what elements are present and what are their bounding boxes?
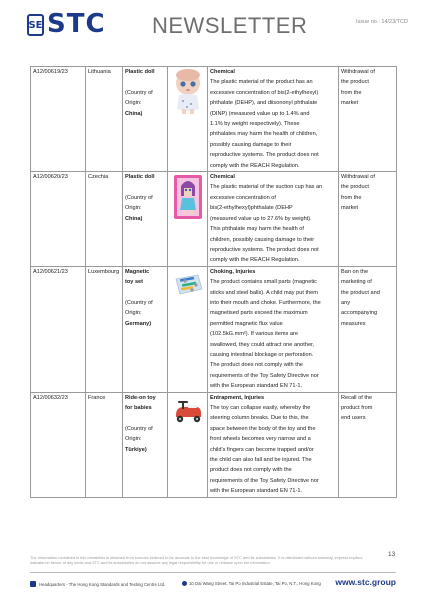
description-line: steering column breaks. Due to this, the [210, 415, 309, 422]
stc-logo-icon: SE [27, 14, 44, 36]
description-line: (measured value up to 27.6% by weight). [210, 215, 312, 222]
measure-cell [339, 67, 397, 172]
description-line: reproductive systems. The product does not [210, 246, 319, 253]
origin-label: Origin: [125, 100, 142, 107]
description-line: causing intestinal blockage or perforation. [210, 351, 314, 358]
description-line: The plastic material of the product has an [210, 79, 313, 86]
origin-label: Origin: [125, 310, 142, 317]
description-line: with the European standard EN 71-1. [210, 383, 303, 390]
description-line: (DINP) (measured value up to 1.4% and [210, 110, 310, 117]
magnetic-toy-photo [170, 269, 206, 299]
measure-cell [339, 172, 397, 267]
measure-line: accompanying [341, 310, 378, 317]
country-cell: Czechia [86, 172, 123, 267]
ref-cell: A12/00620/23 [31, 172, 86, 267]
website-link[interactable]: www.stc.group [335, 577, 396, 587]
measure-line: the product [341, 184, 369, 191]
origin-label: (Country of [125, 194, 153, 201]
page-header [0, 0, 425, 62]
hazard-type: Choking, Injuries [210, 268, 256, 275]
description-line: (102.5kG.mm²). If various items are [210, 331, 298, 338]
origin-label: (Country of [125, 89, 153, 96]
hazard-type: Chemical [210, 69, 235, 75]
measure-line: market [341, 205, 359, 212]
product-name: Magnetic [125, 268, 150, 275]
doll-photo [170, 69, 206, 115]
origin-value: Türkiye) [125, 446, 147, 453]
newsletter-title: NEWSLETTER [152, 13, 308, 38]
ref-cell: A12/00621/23 [31, 266, 86, 392]
photo-cell [168, 266, 208, 392]
description-line: product does not comply with the [210, 467, 292, 474]
address-text: 10 Dai Wang Street, Tai Po Industrial Estate, Tai Po, N.T., Hong Kong [189, 581, 321, 586]
ride-on-toy-photo [170, 395, 206, 425]
table-row [31, 67, 397, 172]
photo-cell [168, 67, 208, 172]
measure-line: marketing of [341, 279, 372, 286]
measure-line: product from [341, 405, 373, 411]
description-line: space between the body of the toy and the [210, 425, 316, 432]
description-line: with the European standard EN 71-1. [210, 488, 303, 495]
description-line: excessive concentration of bis(2-ethylhexyl) [210, 89, 319, 96]
page-footer [30, 577, 396, 592]
description-line: comply with the REACH Regulation. [210, 162, 300, 169]
description-line: front wheels becomes very narrow and a [210, 436, 311, 443]
description-line: requirements of the Toy Safety Directive nor [210, 372, 319, 379]
issue-number: Issue no.: 14/23/TCD [356, 19, 408, 25]
hazard-type: Entrapment, Injuries [210, 394, 265, 401]
table-row [31, 392, 397, 497]
photo-cell [168, 392, 208, 497]
measure-line: any [341, 299, 351, 306]
measure-line: Withdrawal of [341, 69, 375, 75]
country-cell: France [86, 392, 123, 497]
origin-label: (Country of [125, 299, 153, 306]
description-line: The toy can collapse easily, whereby the [210, 405, 311, 411]
description-line: excessive concentration of [210, 194, 276, 201]
ref-cell: A12/00632/23 [31, 392, 86, 497]
headquarters-text: Headquarters - The Hong Kong Standards and Testing Centre Ltd. [39, 581, 166, 587]
photo-cell [168, 172, 208, 267]
stc-logo-text: STC [47, 9, 106, 39]
origin-value: China) [125, 215, 143, 222]
product-cell [123, 172, 168, 267]
page-number: 13 [388, 551, 396, 558]
footer-divider [30, 572, 396, 573]
country-cell: Lithuania [86, 67, 123, 172]
product-cell [123, 266, 168, 392]
description-line: magnetised parts exceed the maximum [210, 310, 308, 317]
measure-line: end users [341, 415, 366, 422]
measure-line: Withdrawal of [341, 174, 375, 181]
description-line: The plastic material of the suction cup has an [210, 184, 323, 191]
headquarters [30, 581, 165, 587]
description-line: This phthalate may harm the health of [210, 226, 304, 233]
doll-box-photo [170, 174, 206, 220]
description-line: the child can also fall and be injured. The [210, 457, 312, 464]
alert-table [30, 66, 397, 498]
description-cell [208, 392, 339, 497]
measure-line: from the [341, 194, 362, 201]
product-name: Plastic doll [125, 69, 155, 75]
description-line: 1.1% by weight respectively). These [210, 121, 300, 128]
description-line: sticks and steel balls). A child may put them [210, 289, 318, 296]
origin-value: China) [125, 110, 143, 117]
table-row [31, 266, 397, 392]
description-line: swallowed, they could attract one another, [210, 341, 315, 348]
description-line: phthalate (DEHP), and diisononyl phthalate [210, 100, 318, 107]
measure-line: the product [341, 79, 369, 86]
ref-cell: A12/00619/23 [31, 67, 86, 172]
origin-label: (Country of [125, 425, 153, 432]
product-name: for babies [125, 405, 152, 411]
description-line: reproductive systems. The product does not [210, 152, 319, 159]
description-line: The product does not comply with the [210, 362, 303, 369]
description-cell [208, 172, 339, 267]
origin-label: Origin: [125, 205, 142, 212]
description-cell [208, 67, 339, 172]
product-cell [123, 392, 168, 497]
building-icon [30, 581, 36, 587]
measure-line: from the [341, 89, 362, 96]
description-cell [208, 266, 339, 392]
origin-label: Origin: [125, 436, 142, 443]
description-line: into their mouth and choke. Furthermore, the [210, 299, 321, 306]
measure-line: measures [341, 320, 366, 327]
description-line: permitted magnetic flux value [210, 320, 283, 327]
measure-line: market [341, 100, 359, 107]
description-line: The product contains small parts (magnetic [210, 279, 317, 286]
product-name: toy set [125, 279, 144, 286]
disclaimer-text: The information contained in this newsletter is obtained from sources believed to be accurate to the best knowledge of STC and its subsidiaries. It is distributed without warranty, express implied, indicated in favour of any kinds and STC and its subsidiaries do not assume any legal responsibility for use or reliance upon the information. [30, 555, 363, 566]
description-line: comply with the REACH Regulation. [210, 257, 300, 264]
measure-line: Ban on the [341, 268, 369, 275]
measure-cell [339, 266, 397, 392]
measure-cell [339, 392, 397, 497]
description-line: children, possibly causing damage to their [210, 236, 315, 243]
product-name: Ride-on toy [125, 394, 156, 401]
description-line: bis(2-ethylhexyl)phthalate (DEHP [210, 205, 293, 212]
description-line: phthalates may harm the health of children, [210, 131, 318, 138]
product-cell [123, 67, 168, 172]
hazard-type: Chemical [210, 174, 235, 181]
address [182, 581, 321, 586]
description-line: possibly causing damage to their [210, 141, 292, 148]
measure-line: Recall of the [341, 394, 373, 401]
product-name: Plastic doll [125, 174, 155, 181]
country-cell: Luxembourg [86, 266, 123, 392]
description-line: child's fingers can become trapped and/or [210, 446, 314, 453]
measure-line: the product and [341, 289, 380, 296]
table-row [31, 172, 397, 267]
location-pin-icon [182, 581, 187, 586]
origin-value: Germany) [125, 320, 152, 327]
description-line: requirements of the Toy Safety Directive nor [210, 477, 319, 484]
